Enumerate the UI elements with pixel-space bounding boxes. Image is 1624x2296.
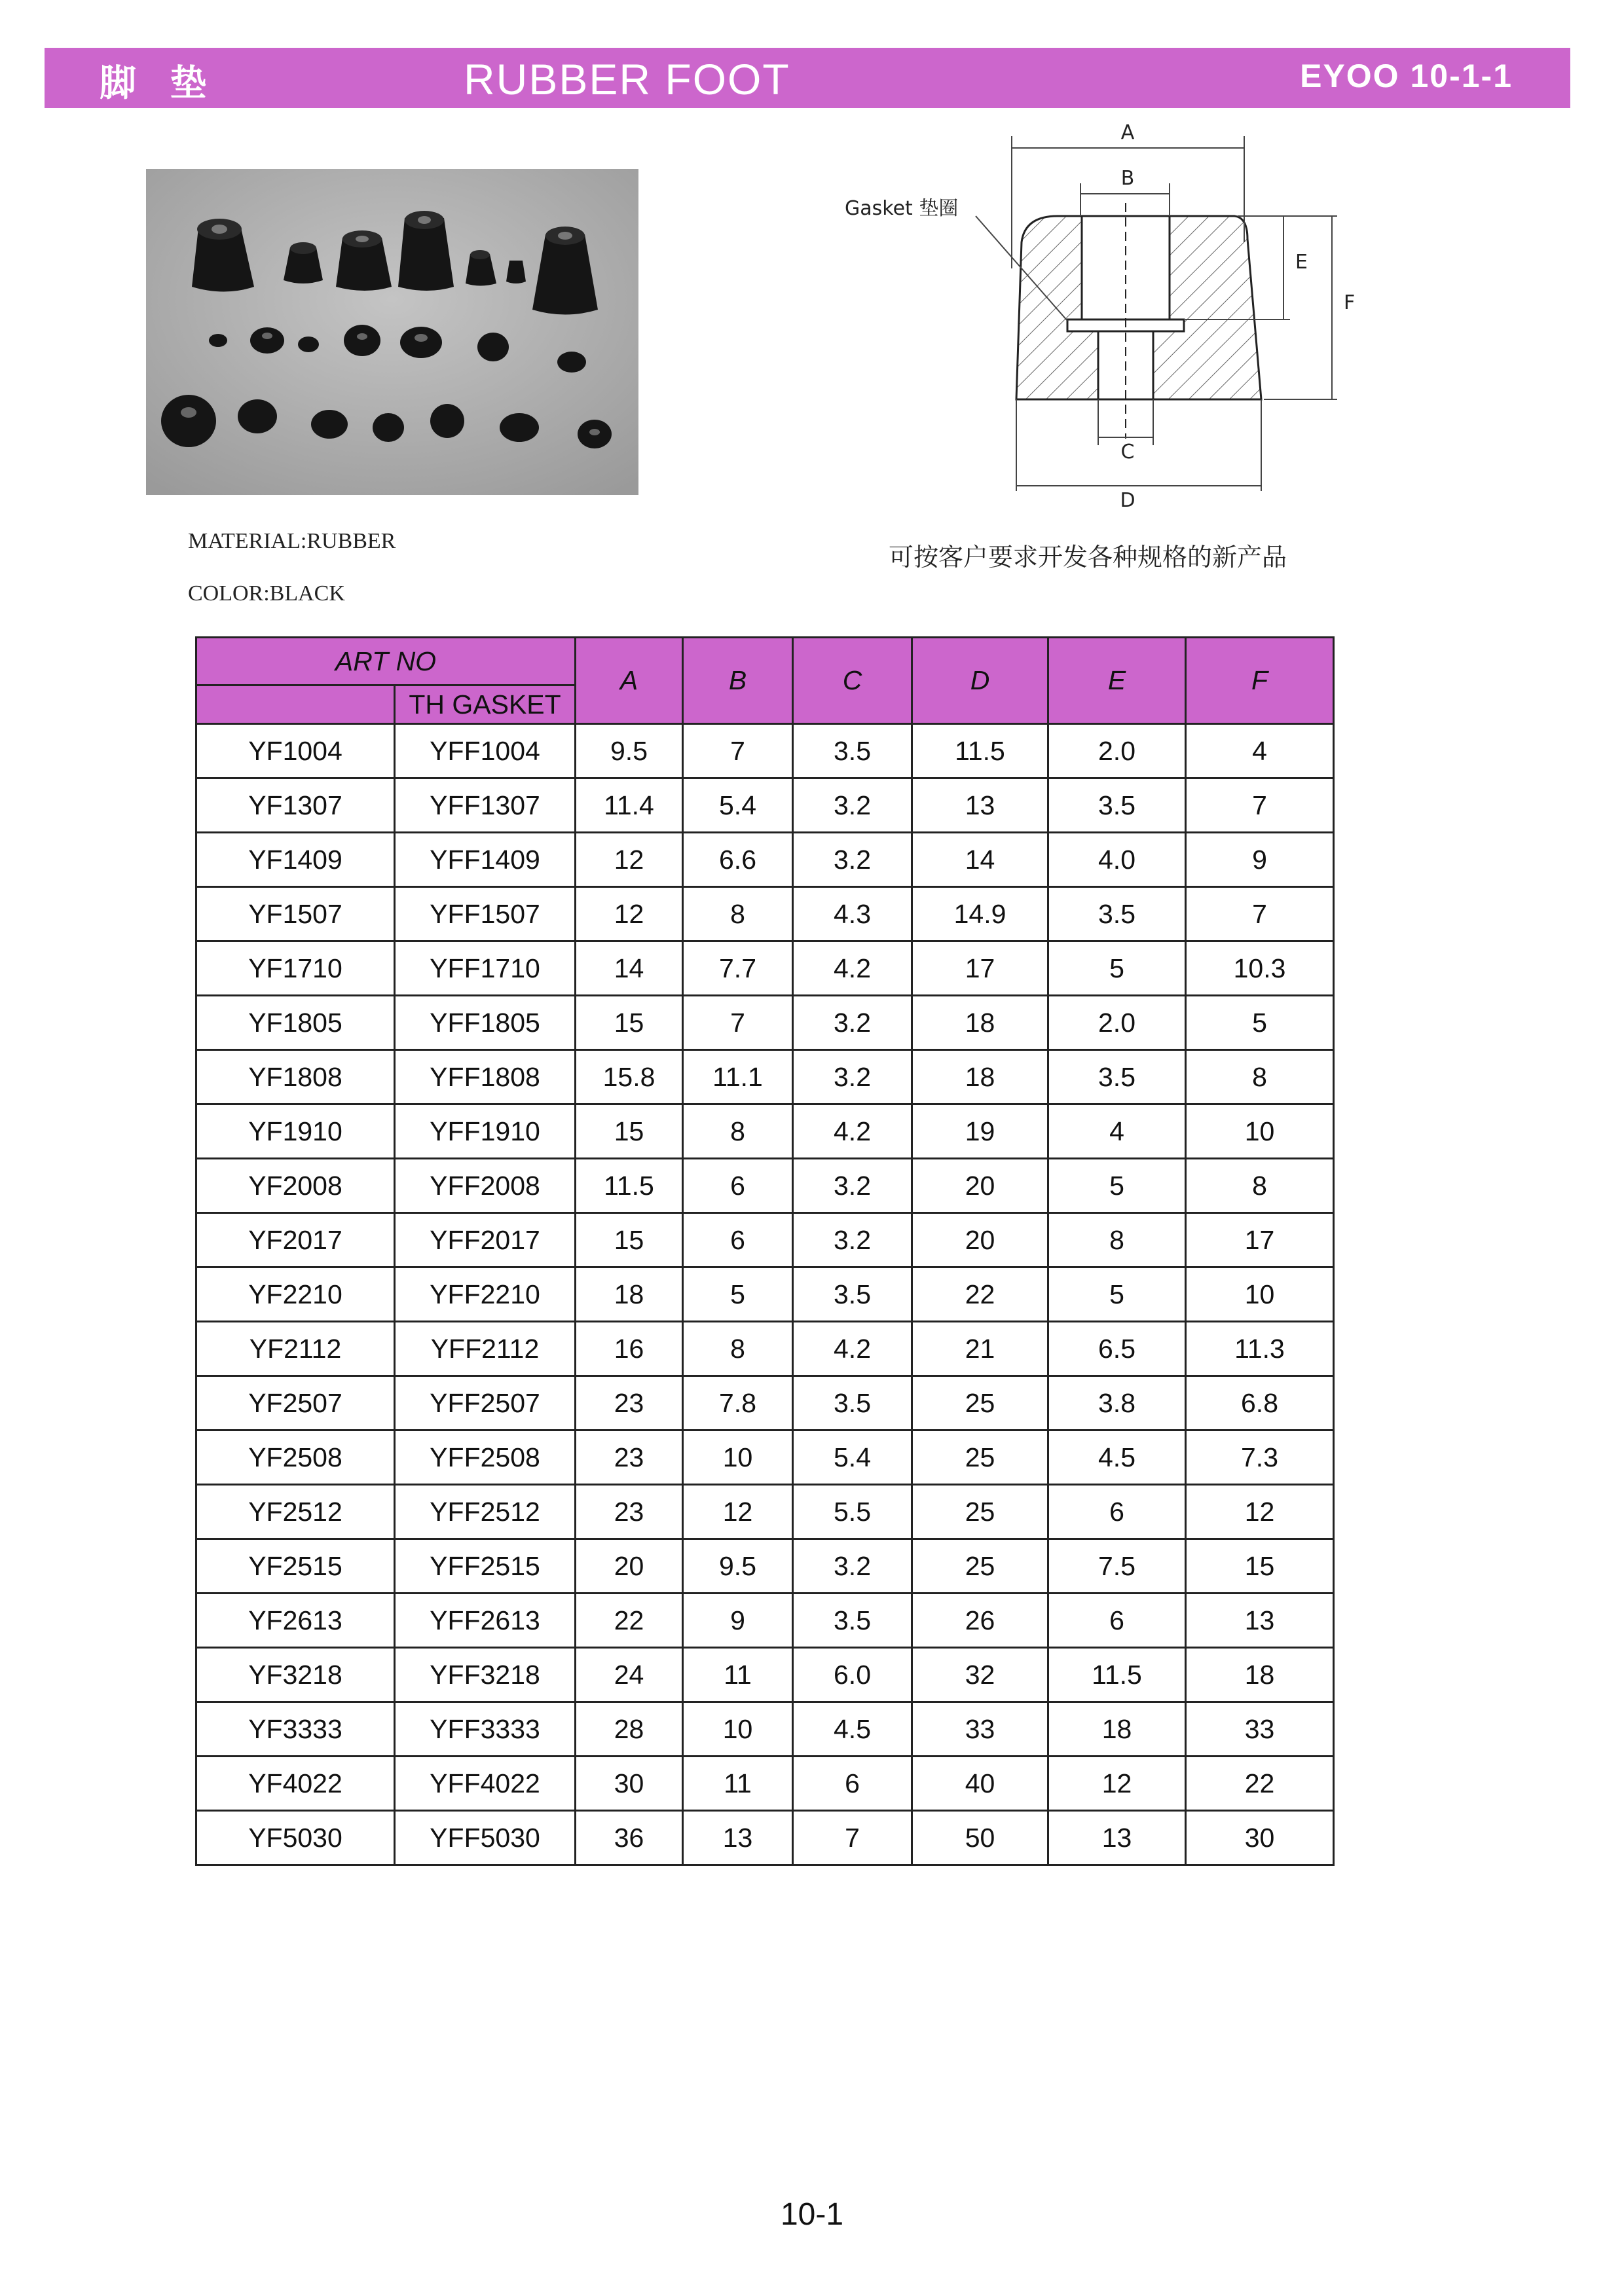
cell-art: YF1910 [196, 1104, 395, 1159]
cell-c: 3.2 [793, 1159, 912, 1213]
cell-f: 13 [1186, 1594, 1334, 1648]
cell-f: 30 [1186, 1811, 1334, 1865]
table-row [196, 1539, 1334, 1594]
cell-d: 20 [912, 1159, 1048, 1213]
cell-e: 13 [1048, 1811, 1186, 1865]
cell-b: 10 [683, 1430, 793, 1485]
cell-f: 33 [1186, 1702, 1334, 1757]
cell-art: YF1507 [196, 887, 395, 941]
cell-b: 8 [683, 887, 793, 941]
header-f: F [1186, 638, 1334, 724]
cell-d: 25 [912, 1485, 1048, 1539]
cell-f: 9 [1186, 833, 1334, 887]
cell-b: 6 [683, 1159, 793, 1213]
cell-gasket: YFF1507 [395, 887, 576, 941]
cell-f: 11.3 [1186, 1322, 1334, 1376]
dim-label-b: B [1120, 167, 1135, 190]
cell-d: 25 [912, 1430, 1048, 1485]
cell-c: 4.2 [793, 1104, 912, 1159]
cell-f: 10 [1186, 1267, 1334, 1322]
dim-label-c: C [1120, 441, 1135, 464]
cell-f: 10 [1186, 1104, 1334, 1159]
cell-art: YF2210 [196, 1267, 395, 1322]
material-text: MATERIAL:RUBBER [188, 529, 396, 553]
cell-f: 10.3 [1186, 941, 1334, 996]
cell-a: 22 [576, 1594, 683, 1648]
dim-label-f: F [1344, 291, 1356, 314]
cell-e: 5 [1048, 941, 1186, 996]
cell-art: YF4022 [196, 1757, 395, 1811]
cell-e: 4.5 [1048, 1430, 1186, 1485]
cell-gasket: YFF1710 [395, 941, 576, 996]
cell-c: 3.5 [793, 1376, 912, 1430]
cell-c: 4.5 [793, 1702, 912, 1757]
cell-b: 11.1 [683, 1050, 793, 1104]
table-row [196, 1213, 1334, 1267]
cell-gasket: YFF2507 [395, 1376, 576, 1430]
table-row [196, 1430, 1334, 1485]
cell-e: 12 [1048, 1757, 1186, 1811]
header-bar [45, 48, 1570, 108]
cell-d: 25 [912, 1376, 1048, 1430]
cell-gasket: YFF2508 [395, 1430, 576, 1485]
cell-a: 15 [576, 1104, 683, 1159]
cell-a: 20 [576, 1539, 683, 1594]
cell-f: 7 [1186, 887, 1334, 941]
header-d: D [912, 638, 1048, 724]
table-row [196, 1702, 1334, 1757]
cell-b: 13 [683, 1811, 793, 1865]
cell-c: 3.5 [793, 724, 912, 778]
cell-a: 15 [576, 1213, 683, 1267]
cell-e: 7.5 [1048, 1539, 1186, 1594]
cell-c: 3.2 [793, 1213, 912, 1267]
cell-a: 11.4 [576, 778, 683, 833]
cell-gasket: YFF2512 [395, 1485, 576, 1539]
cell-b: 9 [683, 1594, 793, 1648]
cell-e: 18 [1048, 1702, 1186, 1757]
table-row [196, 1104, 1334, 1159]
cell-gasket: YFF1910 [395, 1104, 576, 1159]
table-row [196, 1050, 1334, 1104]
cell-gasket: YFF1805 [395, 996, 576, 1050]
table-row [196, 1757, 1334, 1811]
header-title-cn: 脚 垫 [100, 62, 217, 105]
cell-d: 26 [912, 1594, 1048, 1648]
cross-section-icon [845, 111, 1434, 517]
cell-d: 14 [912, 833, 1048, 887]
cell-art: YF2008 [196, 1159, 395, 1213]
cell-e: 6.5 [1048, 1322, 1186, 1376]
cell-e: 3.5 [1048, 887, 1186, 941]
cell-d: 20 [912, 1213, 1048, 1267]
cell-c: 3.2 [793, 833, 912, 887]
cell-e: 11.5 [1048, 1648, 1186, 1702]
cell-gasket: YFF2515 [395, 1539, 576, 1594]
table-row [196, 1648, 1334, 1702]
dim-label-a: A [1120, 121, 1135, 144]
cell-a: 18 [576, 1267, 683, 1322]
cross-section-diagram [845, 111, 1434, 517]
cell-c: 6.0 [793, 1648, 912, 1702]
cell-d: 19 [912, 1104, 1048, 1159]
cell-d: 13 [912, 778, 1048, 833]
cell-a: 36 [576, 1811, 683, 1865]
cell-a: 15.8 [576, 1050, 683, 1104]
cell-art: YF1307 [196, 778, 395, 833]
cell-d: 50 [912, 1811, 1048, 1865]
cell-d: 25 [912, 1539, 1048, 1594]
cell-c: 3.5 [793, 1594, 912, 1648]
header-e: E [1048, 638, 1186, 724]
table-row [196, 1811, 1334, 1865]
cell-c: 4.2 [793, 1322, 912, 1376]
cell-art: YF2512 [196, 1485, 395, 1539]
cell-d: 22 [912, 1267, 1048, 1322]
table-row [196, 1376, 1334, 1430]
cell-c: 3.2 [793, 1050, 912, 1104]
cell-a: 30 [576, 1757, 683, 1811]
cell-f: 4 [1186, 724, 1334, 778]
table-row [196, 1485, 1334, 1539]
cell-a: 16 [576, 1322, 683, 1376]
cell-gasket: YFF5030 [395, 1811, 576, 1865]
cell-f: 17 [1186, 1213, 1334, 1267]
cell-d: 17 [912, 941, 1048, 996]
cell-art: YF3333 [196, 1702, 395, 1757]
cell-a: 11.5 [576, 1159, 683, 1213]
cell-b: 5.4 [683, 778, 793, 833]
cell-a: 9.5 [576, 724, 683, 778]
cell-c: 5.4 [793, 1430, 912, 1485]
cell-d: 18 [912, 996, 1048, 1050]
cell-a: 23 [576, 1485, 683, 1539]
cell-b: 6.6 [683, 833, 793, 887]
cell-f: 7.3 [1186, 1430, 1334, 1485]
header-art-no: ART NO [196, 638, 576, 685]
cell-gasket: YFF2613 [395, 1594, 576, 1648]
table-row [196, 778, 1334, 833]
gasket-label: Gasket 垫圈 [845, 197, 959, 220]
cell-f: 7 [1186, 778, 1334, 833]
table-row [196, 833, 1334, 887]
cell-gasket: YFF2112 [395, 1322, 576, 1376]
dim-label-e: E [1295, 251, 1308, 274]
cell-gasket: YFF1004 [395, 724, 576, 778]
cell-d: 14.9 [912, 887, 1048, 941]
rubber-feet-photo-icon [146, 169, 638, 495]
cell-e: 4.0 [1048, 833, 1186, 887]
header-code: EYOO 10-1-1 [1300, 58, 1513, 94]
cell-f: 5 [1186, 996, 1334, 1050]
cell-b: 5 [683, 1267, 793, 1322]
cell-art: YF2613 [196, 1594, 395, 1648]
cell-art: YF2515 [196, 1539, 395, 1594]
cell-a: 12 [576, 833, 683, 887]
table-row [196, 1322, 1334, 1376]
cell-c: 3.2 [793, 996, 912, 1050]
cell-b: 9.5 [683, 1539, 793, 1594]
header-with-gasket: TH GASKET [395, 685, 576, 724]
cell-d: 21 [912, 1322, 1048, 1376]
table-row [196, 1594, 1334, 1648]
custom-note: 可按客户要求开发各种规格的新产品 [889, 543, 1287, 572]
cell-f: 15 [1186, 1539, 1334, 1594]
cell-e: 6 [1048, 1594, 1186, 1648]
color-text: COLOR:BLACK [188, 581, 345, 606]
cell-gasket: YFF2008 [395, 1159, 576, 1213]
cell-c: 3.5 [793, 1267, 912, 1322]
table-row [196, 996, 1334, 1050]
cell-c: 3.2 [793, 778, 912, 833]
cell-b: 6 [683, 1213, 793, 1267]
header-title: RUBBER FOOT [464, 55, 790, 103]
cell-f: 12 [1186, 1485, 1334, 1539]
cell-f: 22 [1186, 1757, 1334, 1811]
cell-art: YF3218 [196, 1648, 395, 1702]
cell-gasket: YFF4022 [395, 1757, 576, 1811]
cell-e: 5 [1048, 1267, 1186, 1322]
table-row [196, 941, 1334, 996]
cell-b: 10 [683, 1702, 793, 1757]
cell-e: 2.0 [1048, 724, 1186, 778]
cell-art: YF5030 [196, 1811, 395, 1865]
cell-gasket: YFF1808 [395, 1050, 576, 1104]
cell-b: 7 [683, 996, 793, 1050]
cell-e: 3.5 [1048, 778, 1186, 833]
cell-a: 23 [576, 1376, 683, 1430]
header-art-blank [196, 685, 395, 724]
cell-e: 4 [1048, 1104, 1186, 1159]
cell-c: 4.2 [793, 941, 912, 996]
table-row [196, 1267, 1334, 1322]
dim-label-d: D [1120, 489, 1135, 512]
cell-b: 7.8 [683, 1376, 793, 1430]
table-row [196, 724, 1334, 778]
cell-art: YF1805 [196, 996, 395, 1050]
header-c: C [793, 638, 912, 724]
cell-art: YF1710 [196, 941, 395, 996]
cell-d: 11.5 [912, 724, 1048, 778]
cell-c: 5.5 [793, 1485, 912, 1539]
cell-art: YF1409 [196, 833, 395, 887]
cell-art: YF1004 [196, 724, 395, 778]
rubber-feet-photo [146, 169, 638, 495]
cell-c: 6 [793, 1757, 912, 1811]
cell-art: YF2508 [196, 1430, 395, 1485]
cell-c: 7 [793, 1811, 912, 1865]
spec-table [195, 636, 1335, 1866]
table-row [196, 887, 1334, 941]
cell-e: 3.8 [1048, 1376, 1186, 1430]
cell-f: 18 [1186, 1648, 1334, 1702]
cell-a: 24 [576, 1648, 683, 1702]
cell-gasket: YFF2210 [395, 1267, 576, 1322]
cell-c: 4.3 [793, 887, 912, 941]
cell-art: YF2017 [196, 1213, 395, 1267]
cell-e: 8 [1048, 1213, 1186, 1267]
cell-gasket: YFF3218 [395, 1648, 576, 1702]
cell-b: 11 [683, 1648, 793, 1702]
cell-gasket: YFF1409 [395, 833, 576, 887]
cell-a: 14 [576, 941, 683, 996]
cell-b: 8 [683, 1104, 793, 1159]
cell-f: 8 [1186, 1050, 1334, 1104]
cell-e: 6 [1048, 1485, 1186, 1539]
table-row [196, 1159, 1334, 1213]
cell-a: 28 [576, 1702, 683, 1757]
cell-d: 18 [912, 1050, 1048, 1104]
cell-c: 3.2 [793, 1539, 912, 1594]
spec-table-body [196, 724, 1334, 1865]
cell-f: 6.8 [1186, 1376, 1334, 1430]
cell-b: 7.7 [683, 941, 793, 996]
cell-d: 40 [912, 1757, 1048, 1811]
cell-b: 7 [683, 724, 793, 778]
cell-art: YF2507 [196, 1376, 395, 1430]
cell-a: 23 [576, 1430, 683, 1485]
cell-gasket: YFF2017 [395, 1213, 576, 1267]
cell-f: 8 [1186, 1159, 1334, 1213]
cell-art: YF2112 [196, 1322, 395, 1376]
header-b: B [683, 638, 793, 724]
cell-b: 8 [683, 1322, 793, 1376]
cell-a: 15 [576, 996, 683, 1050]
cell-e: 5 [1048, 1159, 1186, 1213]
cell-gasket: YFF3333 [395, 1702, 576, 1757]
cell-b: 12 [683, 1485, 793, 1539]
cell-art: YF1808 [196, 1050, 395, 1104]
cell-e: 3.5 [1048, 1050, 1186, 1104]
cell-d: 32 [912, 1648, 1048, 1702]
cell-b: 11 [683, 1757, 793, 1811]
page-number: 10-1 [780, 2197, 844, 2232]
cell-e: 2.0 [1048, 996, 1186, 1050]
cell-d: 33 [912, 1702, 1048, 1757]
cell-a: 12 [576, 887, 683, 941]
header-a: A [576, 638, 683, 724]
cell-gasket: YFF1307 [395, 778, 576, 833]
